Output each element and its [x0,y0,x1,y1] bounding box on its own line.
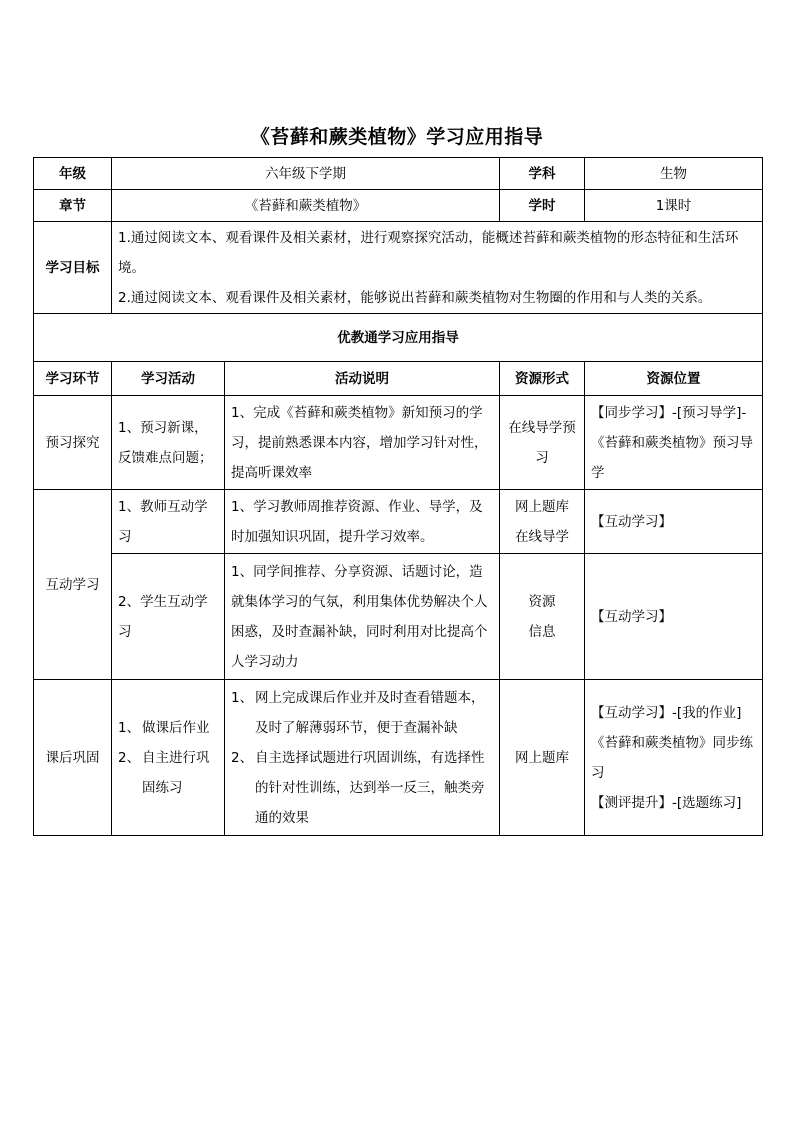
list-item: 1、 做课后作业 [118,719,210,736]
col-header-form: 资源形式 [500,362,585,396]
form-teacher-line-1: 网上题库 [515,498,570,515]
desc-teacher: 1、学习教师周推荐资源、作业、导学，及时加强知识巩固，提升学习效率。 [225,490,500,554]
stage-interact: 互动学习 [34,490,112,680]
info-row-grade [34,158,763,190]
location-review-line-1: 【互动学习】-[我的作业]《苔藓和蕨类植物》同步练习 [591,704,754,781]
desc-review [225,680,500,836]
hours-label: 学时 [500,190,585,222]
chapter-label: 章节 [34,190,112,222]
goals-row [34,222,763,314]
hours-value: 1课时 [585,190,763,222]
review-activity-list [118,713,218,803]
stage-preview: 预习探究 [34,396,112,490]
form-student [500,554,585,680]
activity-teacher: 1、教师互动学习 [112,490,225,554]
subject-value: 生物 [585,158,763,190]
form-student-line-2: 信息 [528,623,556,640]
stage-review: 课后巩固 [34,680,112,836]
activity-review [112,680,225,836]
list-item: 2、 自主选择试题进行巩固训练，有选择性的针对性训练，达到举一反三，触类旁通的效果 [231,749,485,826]
table-row-preview [34,396,763,490]
location-preview: 【同步学习】-[预习导学]-《苔藓和蕨类植物》预习导学 [585,396,763,490]
col-header-desc: 活动说明 [225,362,500,396]
activity-student: 2、学生互动学习 [112,554,225,680]
column-header-row [34,362,763,396]
form-preview: 在线导学预习 [500,396,585,490]
grade-value: 六年级下学期 [112,158,500,190]
col-header-location: 资源位置 [585,362,763,396]
table-row-review [34,680,763,836]
table-row-student [34,554,763,680]
info-row-chapter [34,190,763,222]
form-student-line-1: 资源 [528,593,556,610]
desc-student: 1、同学间推荐、分享资源、话题讨论，造就集体学习的气氛，利用集体优势解决个人困惑，及时查漏补缺，同时利用对比提高个人学习动力 [225,554,500,680]
goals-label: 学习目标 [34,222,112,314]
desc-preview: 1、完成《苔藓和蕨类植物》新知预习的学习，提前熟悉课本内容，增加学习针对性，提高听课效率 [225,396,500,490]
review-desc-list [231,683,493,833]
location-teacher: 【互动学习】 [585,490,763,554]
form-teacher-line-2: 在线导学 [515,528,570,545]
col-header-activity: 学习活动 [112,362,225,396]
col-header-stage: 学习环节 [34,362,112,396]
list-item: 1、 网上完成课后作业并及时查看错题本，及时了解薄弱环节，便于查漏补缺 [231,689,485,736]
form-teacher [500,490,585,554]
section-title-row [34,314,763,362]
goals-content [112,222,763,314]
list-item: 2、 自主进行巩固练习 [118,749,210,796]
grade-label: 年级 [34,158,112,190]
chapter-value: 《苔藓和蕨类植物》 [112,190,500,222]
location-student: 【互动学习】 [585,554,763,680]
goal-item-2: 2.通过阅读文本、观看课件及相关素材，能够说出苔藓和蕨类植物对生物圈的作用和与人类的关系。 [118,289,712,306]
section-title: 优教通学习应用指导 [34,314,763,362]
goal-item-1: 1.通过阅读文本、观看课件及相关素材，进行观察探究活动，能概述苔藓和蕨类植物的形态特征和生活环境。 [118,229,739,276]
activity-preview: 1、预习新课，反馈难点问题； [112,396,225,490]
location-review-line-2: 【测评提升】-[选题练习] [591,794,742,811]
location-review [585,680,763,836]
document-title: 《苔藓和蕨类植物》学习应用指导 [250,126,544,148]
guide-table [33,157,763,836]
form-review: 网上题库 [500,680,585,836]
table-row-teacher [34,490,763,554]
subject-label: 学科 [500,158,585,190]
